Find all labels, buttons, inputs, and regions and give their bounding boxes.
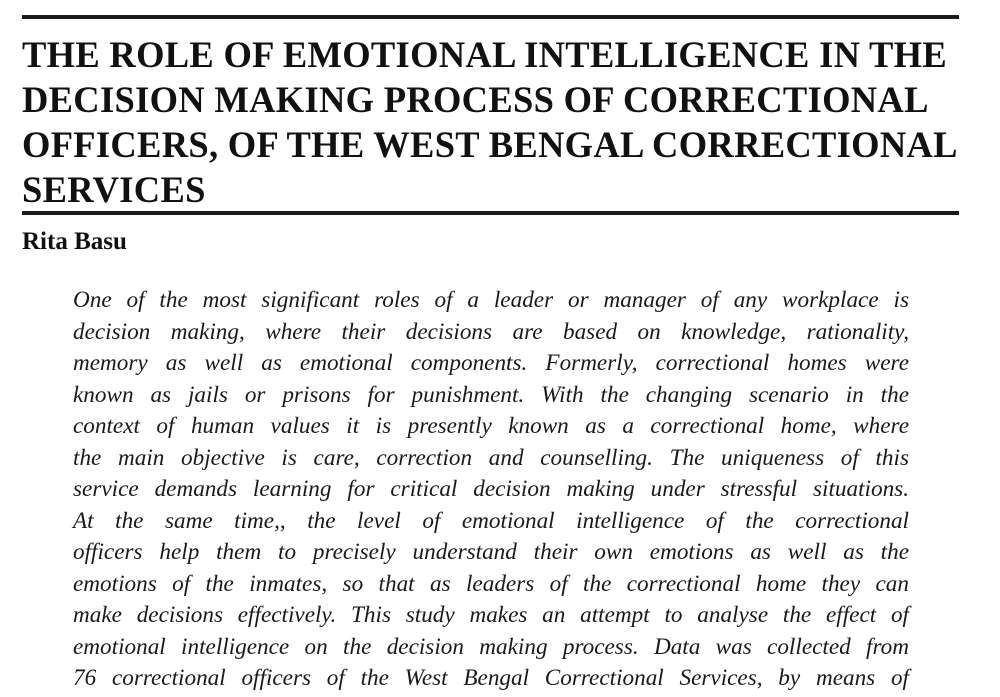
- bottom-rule: [22, 211, 959, 215]
- abstract-line: decision making, where their decisions are based on knowledge, rationality,: [73, 318, 909, 345]
- abstract-line: One of the most significant roles of a leader or manager of any workplace is: [73, 287, 909, 313]
- paper-title: [22, 32, 972, 212]
- author-name: Rita Basu: [22, 228, 127, 255]
- abstract-line: At the same time,, the level of emotional intelligence of the correctional: [73, 507, 909, 534]
- title-line: DECISION MAKING PROCESS OF CORRECTIONAL: [22, 79, 929, 120]
- abstract-line: emotional intelligence on the decision making process. Data was collected from: [73, 633, 909, 660]
- top-rule: [22, 15, 959, 19]
- abstract-line: memory as well as emotional components. Formerly, correctional homes were: [73, 350, 909, 376]
- abstract-line: known as jails or prisons for punishment. With the changing scenario in the: [73, 381, 909, 408]
- abstract-line: 76 correctional officers of the West Bengal Correctional Services, by means of: [73, 665, 909, 691]
- abstract: [73, 285, 913, 695]
- abstract-line: service demands learning for critical decision making under stressful situations.: [73, 476, 909, 502]
- abstract-line: emotions of the inmates, so that as leaders of the correctional home they can: [73, 570, 909, 597]
- abstract-line: make decisions effectively. This study makes an attempt to analyse the effect of: [73, 602, 909, 628]
- title-line: OFFICERS, OF THE WEST BENGAL CORRECTIONAL: [22, 124, 958, 165]
- abstract-line: context of human values it is presently known as a correctional home, where: [73, 413, 909, 439]
- abstract-line: officers help them to precisely understand their own emotions as well as the: [73, 539, 909, 565]
- abstract-line: the main objective is care, correction and counselling. The uniqueness of this: [73, 444, 909, 471]
- title-line: SERVICES: [22, 169, 206, 210]
- title-line: THE ROLE OF EMOTIONAL INTELLIGENCE IN THE: [22, 34, 948, 75]
